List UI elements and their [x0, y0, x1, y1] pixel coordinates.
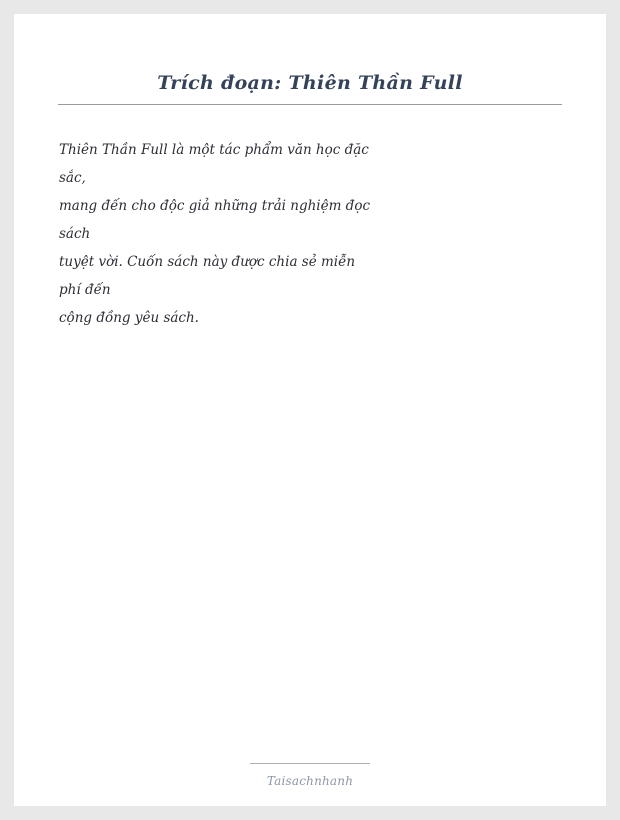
title-divider: [58, 104, 562, 105]
page-title: Trích đoạn: Thiên Thần Full: [157, 72, 463, 94]
document-page: [14, 14, 606, 806]
document-content: [14, 14, 606, 806]
body-line: sách: [59, 226, 91, 242]
body-line: tuyệt vời. Cuốn sách này được chia sẻ miễn: [59, 254, 356, 270]
footer-divider: [250, 763, 370, 764]
body-line: sắc,: [59, 170, 86, 186]
body-line: cộng đồng yêu sách.: [59, 310, 199, 326]
body-line: phí đến: [59, 282, 111, 298]
body-line: mang đến cho độc giả những trải nghiệm đọc: [59, 198, 371, 214]
page-footer: [14, 763, 606, 788]
body-line: Thiên Thần Full là một tác phẩm văn học đặc: [59, 142, 369, 158]
footer-brand: Taisachnhanh: [266, 774, 354, 788]
document-body: [59, 136, 529, 332]
